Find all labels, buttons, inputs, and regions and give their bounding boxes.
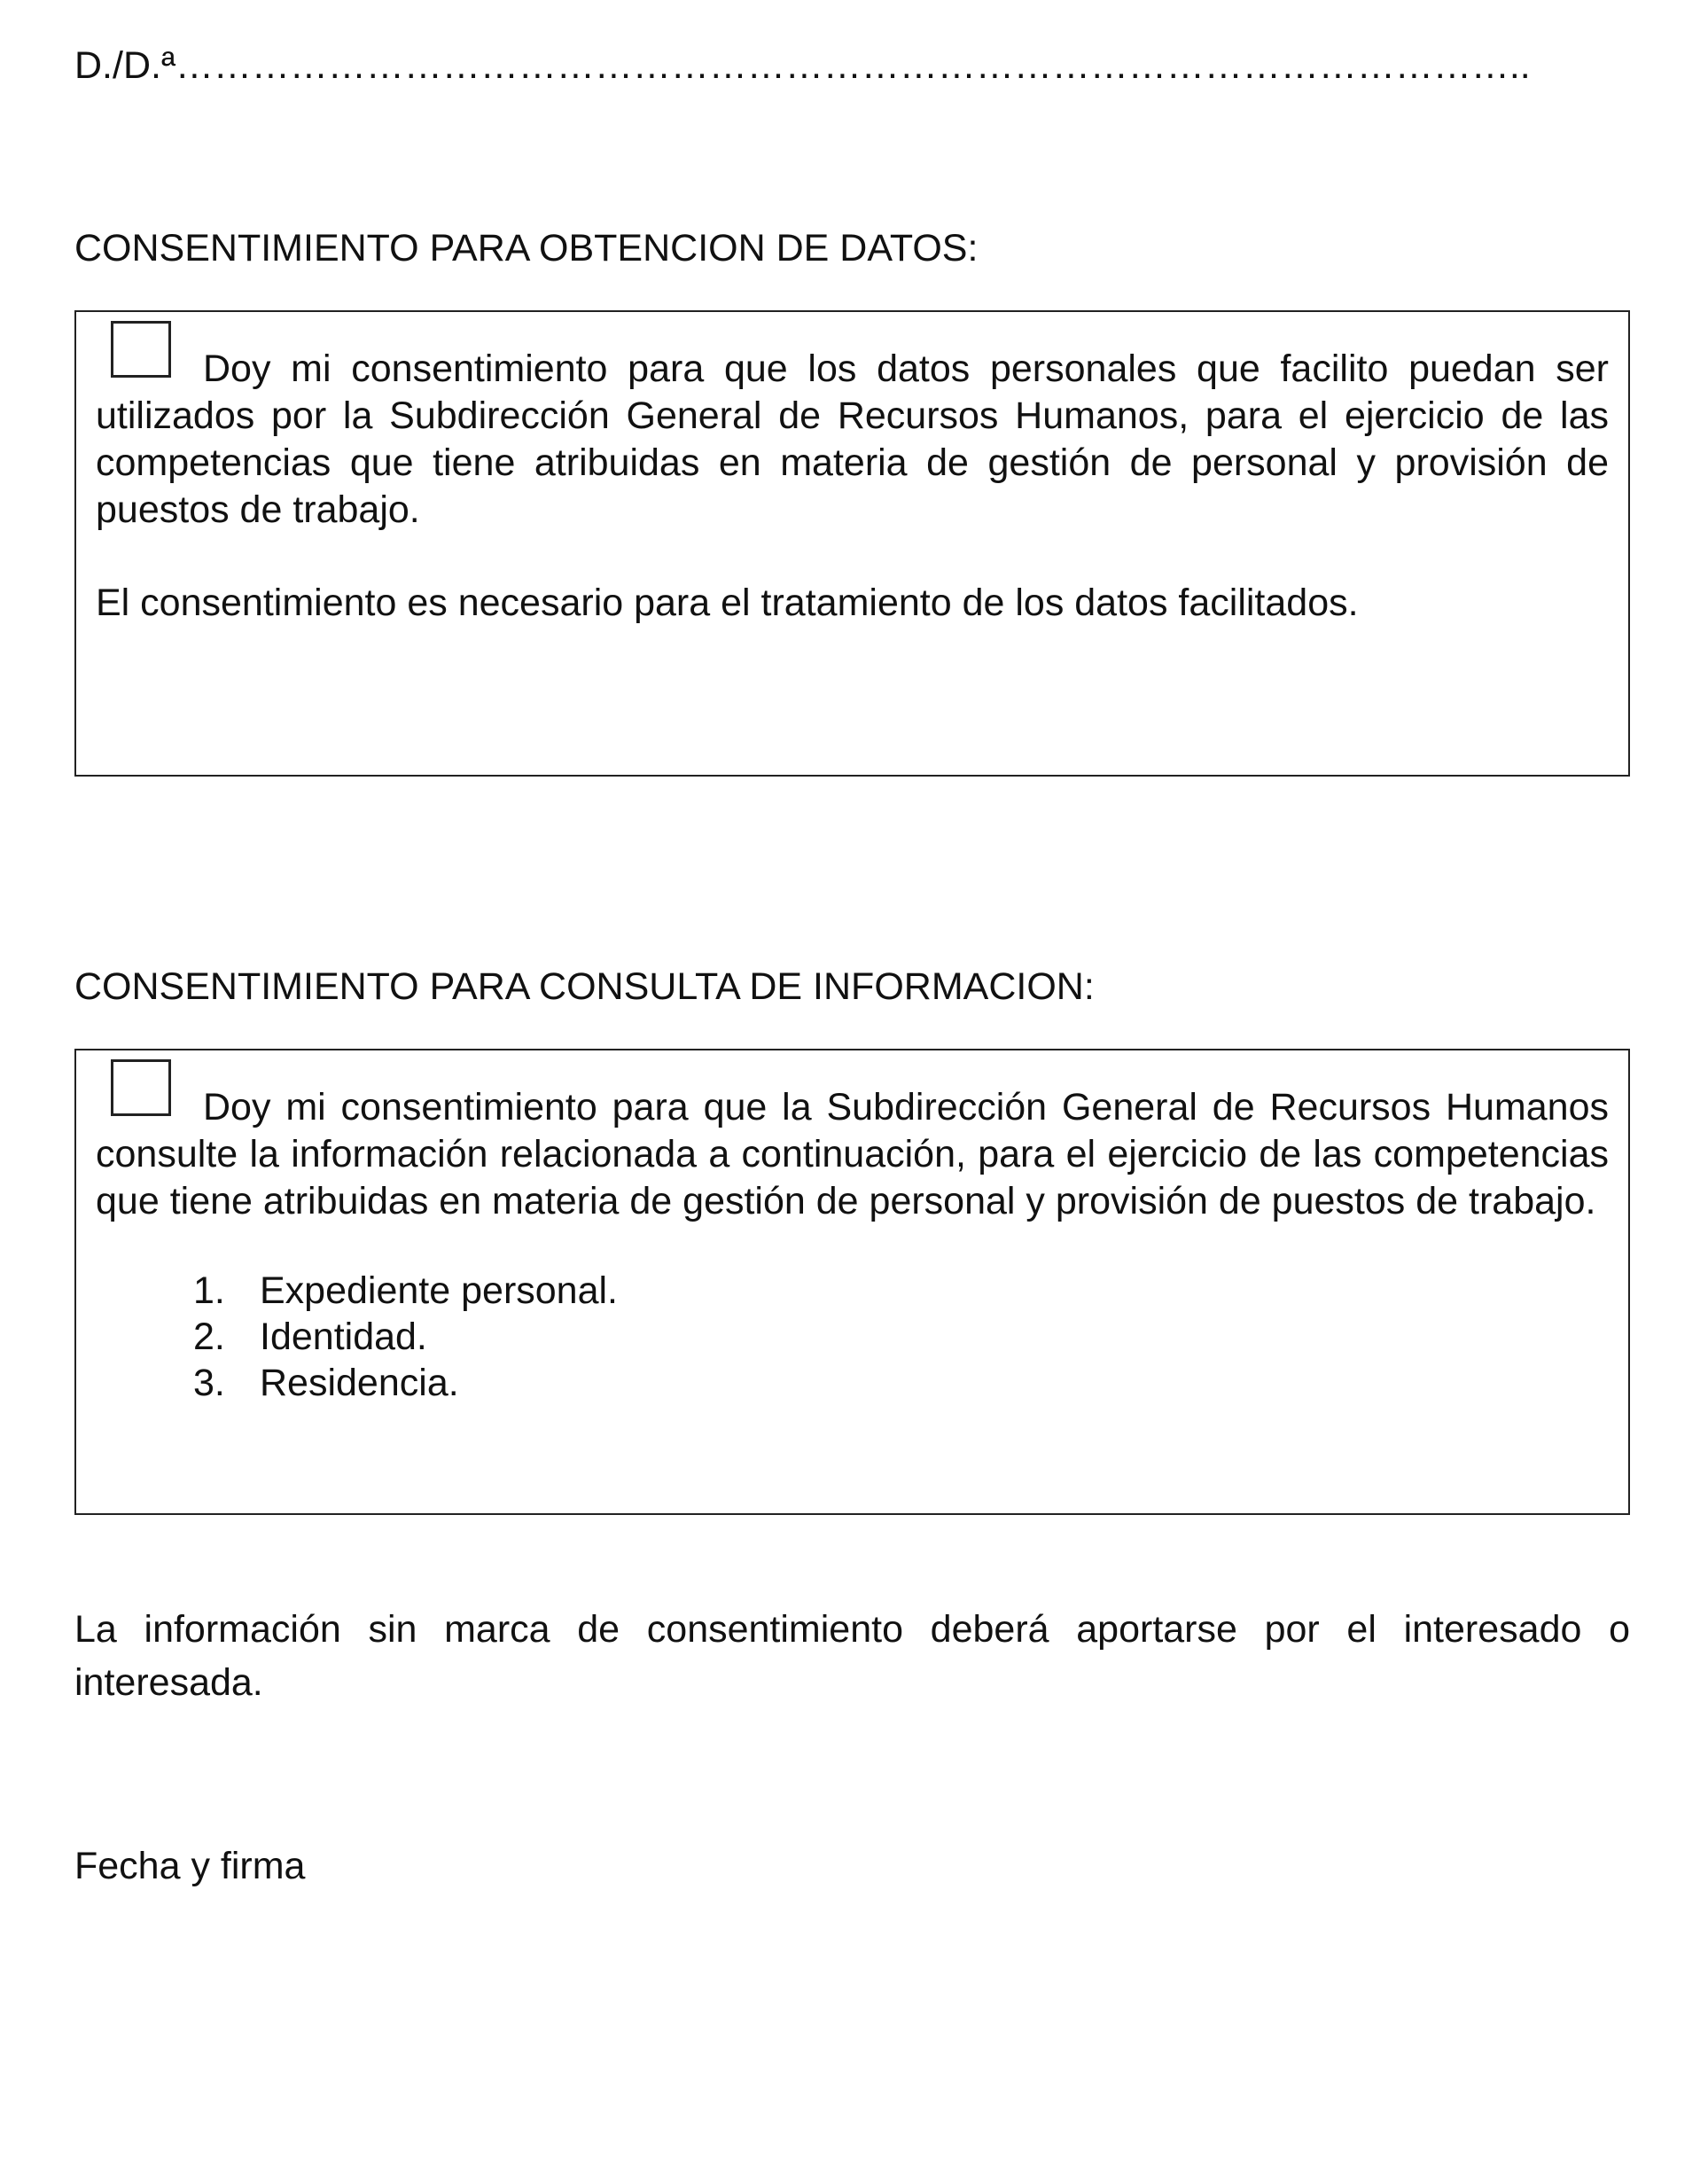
name-field-line: D./D.ª……………………………………………………………………………………………..: [74, 44, 1531, 87]
consent-paragraph-obtencion: [96, 330, 1609, 534]
consent-note-obtencion: El consentimiento es necesario para el tratamiento de los datos facilitados.: [96, 582, 1359, 624]
consent-text-consulta: Doy mi consentimiento para que la Subdirección General de Recursos Humanos consulte la información relacionada a continuación, para el ejercicio de las competencias que tiene atribuidas en materia de gestión de personal y provisión de puestos de trabajo.: [96, 1086, 1609, 1222]
information-list: [96, 1268, 1609, 1406]
list-item: 1. Expediente personal.: [193, 1269, 619, 1312]
list-item: 3. Residencia.: [193, 1362, 459, 1404]
unmarked-information-note: La información sin marca de consentimiento deberá aportarse por el interesado o interesada.: [74, 1608, 1630, 1704]
consent-paragraph-consulta: [96, 1068, 1609, 1225]
consent-checkbox-consulta[interactable]: [111, 1059, 171, 1116]
consent-checkbox-obtencion[interactable]: [111, 321, 171, 378]
date-signature-label: Fecha y firma: [74, 1845, 306, 1887]
section-title-consulta: CONSENTIMIENTO PARA CONSULTA DE INFORMACION:: [74, 965, 1095, 1008]
consent-box-consulta: [74, 1049, 1630, 1515]
consent-text-obtencion: Doy mi consentimiento para que los datos personales que facilito puedan ser utilizados por la Subdirección General de Recursos Humanos, para el ejercicio de las competencias que tiene atribuidas en materia de gestión de personal y provisión de puestos de trabajo.: [96, 347, 1609, 531]
list-item: 2. Identidad.: [193, 1316, 427, 1358]
consent-box-obtencion: [74, 310, 1630, 777]
section-title-obtencion: CONSENTIMIENTO PARA OBTENCION DE DATOS:: [74, 227, 979, 269]
